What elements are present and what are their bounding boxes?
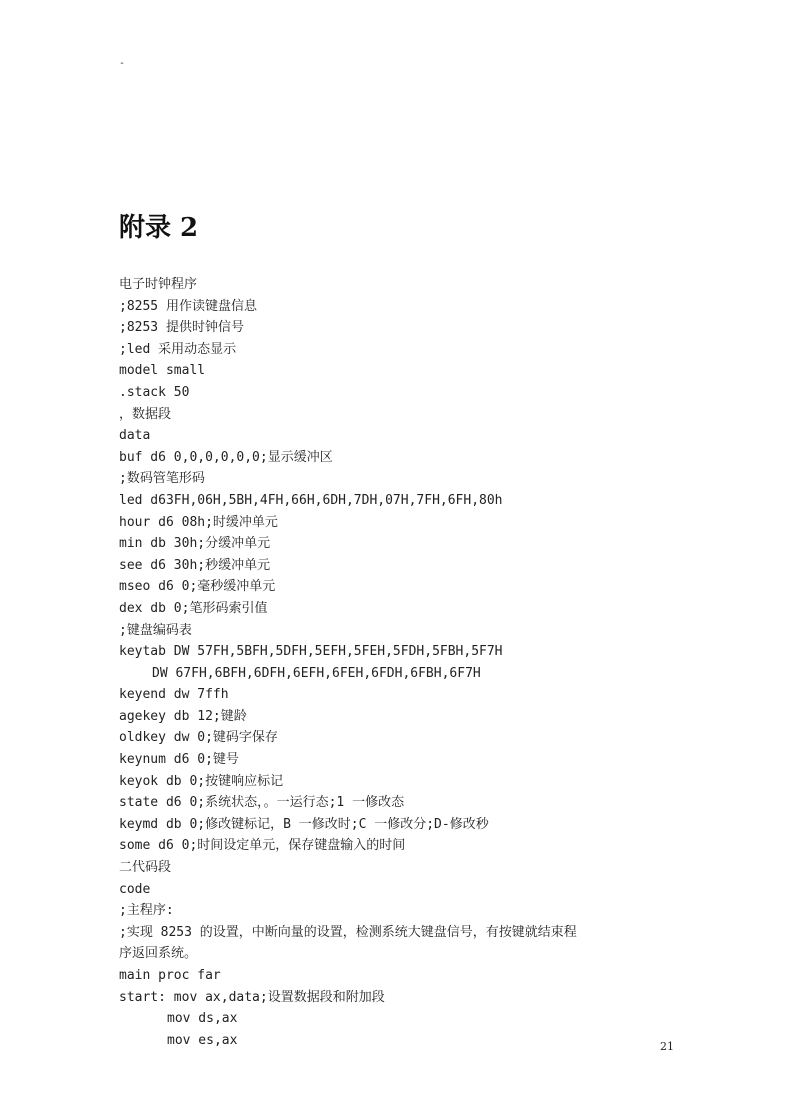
code-line: see d6 30h;秒缓冲单元	[119, 557, 271, 573]
code-line: keymd db 0;修改键标记，B 一修改时;C 一修改分;D-修改秒	[119, 816, 489, 832]
code-line: model small	[119, 363, 206, 379]
code-line: some d6 0;时间设定单元，保存键盘输入的时间	[119, 838, 406, 854]
code-line: start: mov ax,data;设置数据段和附加段	[119, 989, 385, 1005]
code-line: ，数据段	[119, 406, 172, 422]
code-line: 序返回系统。	[119, 946, 198, 962]
header-mark: -	[119, 58, 126, 69]
code-line: ;主程序:	[119, 903, 174, 919]
code-line: data	[119, 428, 151, 444]
code-line: buf d6 0,0,0,0,0,0;显示缓冲区	[119, 449, 333, 465]
code-line: main proc far	[119, 968, 221, 983]
code-line: min db 30h;分缓冲单元	[119, 536, 271, 552]
code-line: 电子时钟程序	[119, 277, 198, 292]
page-number: 21	[660, 1040, 674, 1053]
code-line: keyok db 0;按键响应标记	[119, 773, 284, 789]
code-line: mov es,ax	[167, 1032, 238, 1048]
code-line: state d6 0;系统状态，。一运行态;1 一修改态	[119, 795, 405, 811]
code-line: ;led 采用动态显示	[119, 341, 237, 357]
code-line: 二代码段	[119, 860, 172, 876]
code-line: mseo d6 0;毫秒缓冲单元	[119, 579, 276, 595]
appendix-heading: 附录 2	[119, 213, 199, 243]
code-line: DW 67FH,6BFH,6DFH,6EFH,6FEH,6FDH,6FBH,6F7H	[152, 665, 481, 681]
code-line: mov ds,ax	[167, 1011, 238, 1027]
code-line: keynum d6 0;键号	[119, 752, 239, 768]
code-line: hour d6 08h;时缓冲单元	[119, 514, 278, 530]
code-line: ;数码管笔形码	[119, 471, 205, 487]
code-line: keyend dw 7ffh	[119, 687, 229, 703]
code-line: .stack 50	[119, 384, 190, 400]
code-line: oldkey dw 0;键码字保存	[119, 730, 278, 746]
code-line: ;键盘编码表	[119, 622, 192, 638]
code-line: code	[119, 881, 151, 897]
code-line: keytab DW 57FH,5BFH,5DFH,5EFH,5FEH,5FDH,5FBH,5F7H	[119, 644, 503, 660]
code-line: ;8253 提供时钟信号	[119, 320, 244, 336]
code-line: dex db 0;笔形码索引值	[119, 600, 268, 616]
code-line: led d63FH,06H,5BH,4FH,66H,6DH,7DH,07H,7FH,6FH,80h	[119, 492, 503, 508]
code-line: ;8255 用作读键盘信息	[119, 298, 257, 314]
code-listing	[119, 274, 679, 1051]
code-line: agekey db 12;键龄	[119, 708, 247, 724]
code-line: ;实现 8253 的设置，中断向量的设置，检测系统大键盘信号，有按键就结束程	[119, 924, 577, 940]
